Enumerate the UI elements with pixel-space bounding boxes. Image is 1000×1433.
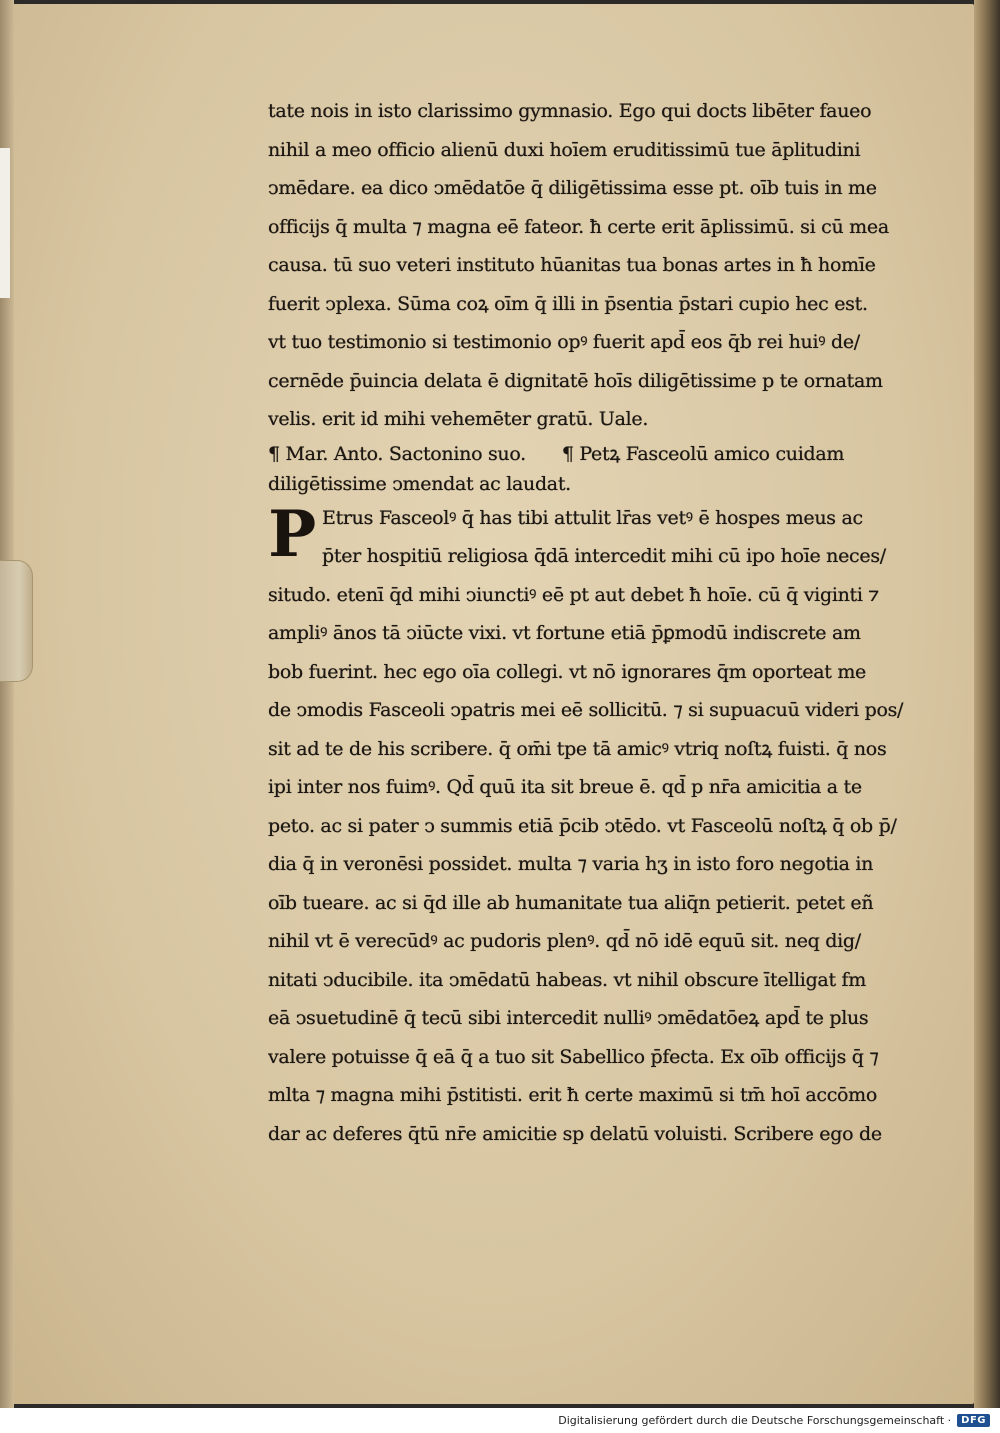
- text-line: tate nois in isto clarissimo gymnasio. Ego qui docts libēter faueo: [268, 100, 872, 122]
- text-line: dia q̄ in veronēsi possidet. multa ⁊ varia hʒ in isto foro negotia in: [268, 853, 874, 875]
- text-line: velis. erit id mihi vehemēter gratū. Uale.: [268, 408, 649, 430]
- text-line: ipi inter nos fuimꝰ. Qd̄ quū ita sit breue ē. qd̄ p nr̄a amicitia a te: [268, 776, 862, 798]
- text-line: p̄ter hospitiū religiosa q̄dā intercedit mihi cū ipo hoīe neces/: [322, 545, 886, 567]
- text-line: ↄmēdare. ea dico ↄmēdatōe q̄ diligētissima esse pt. oīb tuis in me: [268, 177, 877, 199]
- text-line: sit ad te de his scribere. q̄ om̄i tpe tā amicꝰ vtriq noſtꝝ fuisti. q̄ nos: [268, 737, 887, 760]
- letter-heading: [268, 439, 908, 469]
- text-line: nihil a meo officio alienū duxi hoīem eruditissimū tue āplitudini: [268, 138, 861, 161]
- text-line: eā ↄsuetudinē q̄ tecū sibi intercedit nulliꝰ ↄmēdatōeꝝ apd̄ te plus: [268, 1007, 869, 1029]
- text-line: nihil vt ē verecūdꝰ ac pudoris plenꝰ. qd̄ nō idē equū sit. neq dig/: [268, 930, 861, 952]
- heading-line-2: diligētissime ↄmendat ac laudat.: [268, 472, 571, 495]
- text-line: valere potuisse q̄ eā q̄ a tuo sit Sabellico p̄fecta. Ex oīb officijs q̄ ⁊: [268, 1045, 879, 1068]
- text-line: situdo. etenī q̄d mihi ↄiunctiꝰ eē pt aut debet ħ hoīe. cū q̄ viginti ⁊: [268, 583, 879, 606]
- text-line: fuerit ↄplexa. Sūma coꝝ oīm q̄ illi in p̄sentia p̄stari cupio hec est.: [268, 292, 868, 315]
- text-line: oīb tueare. ac si q̄d ille ab humanitate tua aliq̄n petierit. petet eñ: [268, 891, 874, 914]
- book-clasp: [0, 560, 33, 682]
- text-line: causa. tū suo veteri instituto hūanitas tua bonas artes in ħ homīe: [268, 254, 876, 276]
- text-line: Etrus Fasceolꝰ q̄ has tibi attulit lr̄as vetꝰ ē hospes meus ac: [322, 506, 863, 529]
- text-line: mlta ⁊ magna mihi p̄stitisti. erit ħ certe maximū si tm̄ hoī accōmo: [268, 1084, 878, 1106]
- text-line: vt tuo testimonio si testimonio opꝰ fuerit apd̄ eos q̄b rei huiꝰ de/: [268, 331, 860, 353]
- dfg-logo-icon: DFG: [957, 1414, 990, 1427]
- text-line: ampliꝰ ānos tā ↄiūcte vixi. vt fortune etiā p̄ꝑmodū indiscrete am: [268, 622, 861, 644]
- page-edge: [974, 0, 1000, 1408]
- text-line: de ↄmodis Fasceoli ↄpatris mei eē sollicitū. ⁊ si supuacuū videri pos/: [268, 699, 904, 721]
- funding-notice: Digitalisierung gefördert durch die Deutsche Forschungsgemeinschaft ·: [558, 1414, 952, 1427]
- paragraph: [268, 499, 908, 576]
- heading-left: ¶ Mar. Anto. Sactonino suo.: [268, 442, 526, 465]
- funding-footer: [0, 1408, 1000, 1433]
- heading-right: ¶ Petꝝ Fasceolū amico cuidam: [561, 442, 845, 465]
- text-line: nitati ↄducibile. ita ↄmēdatū habeas. vt nihil obscure ītelligat fm: [268, 968, 866, 991]
- text-line: cernēde p̄uincia delata ē dignitatē hoīs diligētissime p te ornatam: [268, 369, 883, 392]
- text-line: dar ac deferes q̄tū nr̄e amicitie sp delatū voluisti. Scribere ego de: [268, 1122, 882, 1145]
- printed-text-block: [268, 92, 908, 1153]
- text-line: peto. ac si pater ↄ summis etiā p̄cib ↄtēdo. vt Fasceolū noſtꝝ q̄ ob p̄/: [268, 814, 897, 837]
- page-marker-strip: [0, 148, 10, 298]
- text-line: officijs q̄ multa ⁊ magna eē fateor. ħ certe erit āplissimū. si cū mea: [268, 215, 889, 238]
- drop-cap-initial: P: [268, 498, 316, 572]
- text-line: bob fuerint. hec ego oīa collegi. vt nō ignorares q̄m oporteat me: [268, 660, 867, 683]
